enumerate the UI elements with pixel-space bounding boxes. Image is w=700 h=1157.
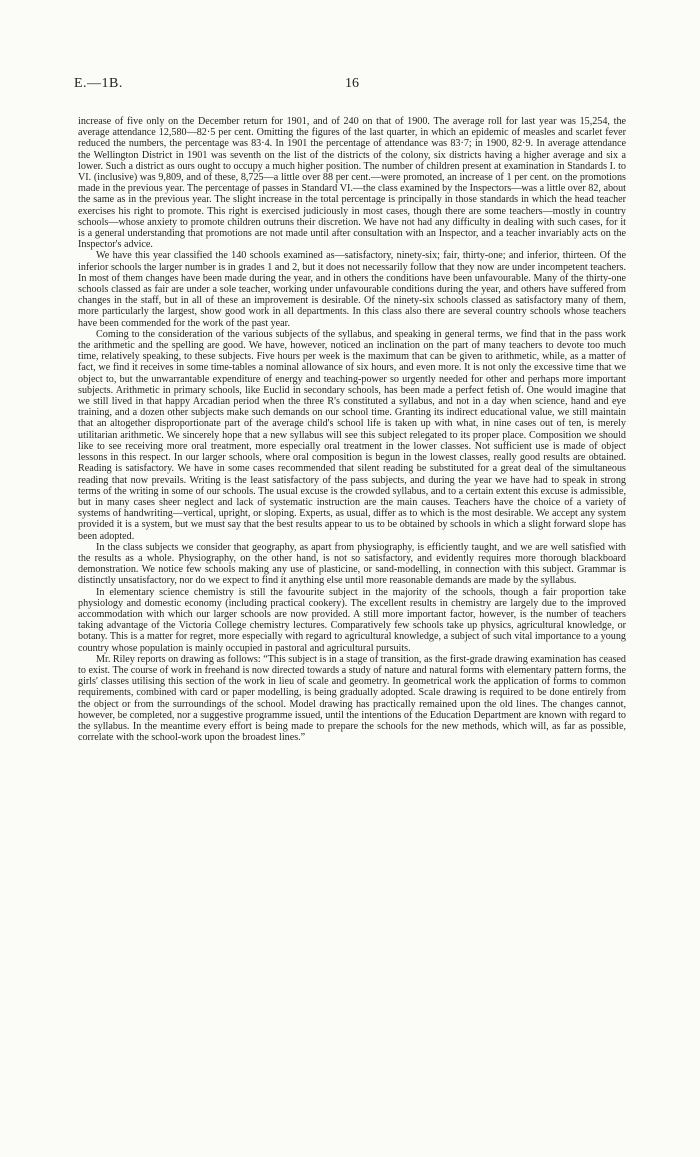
paragraph-subjects: Coming to the consideration of the various subjects of the syllabus, and speaking in general terms, we find that in the pass work the arithmetic and the spelling are good. We have, however, noticed an inclination on the part of many teachers to devote too much time, relatively speaking, to these subjects. Five hours per week is the maximum that can be given to arithmetic, while, as a matter of fact, we find it receives in some time-tables a nominal allowance of six hours, and even more. It is not only the excessive time that we object to, but the unwarrantable expenditure of energy and teaching-power so urgently needed for other and perhaps more important subjects. Arithmetic in primary schools, like Euclid in secondary schools, has been made a perfect fetish of. One would imagine that we still lived in that happy Arcadian period when the three R's constituted a syllabus, and not in a day when science, hand and eye training, and a dozen other subjects make such demands on our school time. Granting its indirect educational value, we still maintain that an altogether disproportionate part of the average child's school life is taken up with what, in nine cases out of ten, is merely utilitarian arithmetic. We sincerely hope that a new syllabus will see this subject relegated to its proper place. Composition we should like to see receiving more oral treatment, more especially oral treatment in the lower classes. Not sufficient use is made of object lessons in this respect. In our larger schools, where oral composition is begun in the lowest classes, really good results are obtained. Reading is satisfactory. We have in some cases recommended that silent reading be substituted for a great deal of the simultaneous reading that now prevails. Writing is the least satisfactory of the pass subjects, and during the year we have had to speak in strong terms of the writing in some of our schools. The usual excuse is the crowded syllabus, and to a certain extent this excuse is admissible, but in many cases sheer neglect and lack of systematic instruction are the main causes. Teachers have the choice of a variety of systems of handwriting—vertical, upright, or sloping. Experts, as usual, differ as to which is the most desirable. We accept any system provided it is a system, but we must say that the best results appear to us to be obtained by schools in which a slight forward slope has been adopted. bbox=[78, 328, 626, 542]
page-header bbox=[74, 76, 626, 116]
section-code: E.—1B. bbox=[74, 76, 123, 91]
body-text bbox=[78, 116, 626, 743]
paragraph-classification: We have this year classified the 140 schools examined as—satisfactory, ninety-six; fair, thirty-one; and inferior, thirteen. Of the inferior schools the larger number is in grades 1 and 2, but it does not necessarily follow that they now are under incompetent teachers. In most of them changes have been made during the year, and in others the conditions have been unfavourable. Many of the thirty-one schools classed as fair are under a sole teacher, working under unfavourable conditions during the year, and others have suffered from changes in the staff, but in all of these an improvement is desirable. Of the ninety-six schools classed as satisfactory many of them, more particularly the largest, show good work in all departments. In this class also there are several country schools whose teachers have been commended for the work of the past year. bbox=[78, 250, 626, 329]
page-number: 16 bbox=[345, 76, 359, 91]
paragraph-elementary-science: In elementary science chemistry is still the favourite subject in the majority of the schools, though a fair proportion take physiology and domestic economy (including practical cookery). The excellent results in chemistry are largely due to the improved accommodation with which our larger schools are now provided. A still more important factor, however, is the number of teachers taking advantage of the Victoria College chemistry lectures. Comparatively few schools take up physics, agricultural knowledge, or botany. This is a matter for regret, more especially with regard to agricultural knowledge, a subject of such vital importance to a young country whose population is mainly occupied in pastoral and agricultural pursuits. bbox=[78, 586, 626, 654]
paragraph-drawing-report: Mr. Riley reports on drawing as follows: “This subject is in a stage of transition, as the first-grade drawing examination has ceased to exist. The course of work in freehand is now directed towards a study of nature and natural forms with elementary pattern forms, the girls' classes utilising this section of the work in lieu of scale and geometry. In geometrical work the application of forms to common requirements, combined with card or paper modelling, is being gradually adopted. Scale drawing is required to be done entirely from the object or from the surroundings of the school. Model drawing has practically remained upon the old lines. The changes cannot, however, be completed, nor a suggestive programme issued, until the intentions of the Education Department are known with regard to the syllabus. In the meantime every effort is being made to prepare the schools for the new methods, which will, as far as possible, correlate with the school-work upon the broadest lines.” bbox=[78, 653, 626, 744]
paragraph-class-subjects: In the class subjects we consider that geography, as apart from physiography, is efficiently taught, and we are well satisfied with the results as a whole. Physiography, on the other hand, is not so satisfactory, and evidently requires more thorough blackboard demonstration. We notice few schools making any use of plasticine, or sand-modelling, in connection with this subject. Grammar is distinctly unsatisfactory, nor do we expect to find it anything else until more reasonable demands are made by the syllabus. bbox=[78, 541, 626, 587]
paragraph-attendance: increase of five only on the December return for 1901, and of 240 on that of 1900. The average roll for last year was 15,254, the average attendance 12,580—82·5 per cent. Omitting the figures of the last quarter, in which an epidemic of measles and scarlet fever reduced the numbers, the percentage was 83·4. In 1901 the percentage of attendance was 83·7; in 1900, 82·9. In average attendance the Wellington District in 1901 was seventh on the list of the districts of the colony, six districts having a higher average and six a lower. Such a district as ours ought to occupy a much higher position. The number of children present at examination in Standards I. to VI. (inclusive) was 9,809, and of these, 8,725—a little over 88 per cent.—were promoted, an increase of 1 per cent. on the promotions made in the previous year. The percentage of passes in Standard VI.—the class examined by the Inspectors—was a little over 82, about the same as in the previous year. The slight increase in the total percentage is principally in those standards in which the head teacher exercises his right to promote. This right is exercised judiciously in most cases, though there are some teachers—mostly in country schools—whose anxiety to promote children outruns their discretion. We have not had any difficulty in dealing with such cases, for it is a general understanding that promotions are not made until after consultation with an Inspector, and a teacher invariably acts on the Inspector's advice. bbox=[78, 116, 626, 251]
